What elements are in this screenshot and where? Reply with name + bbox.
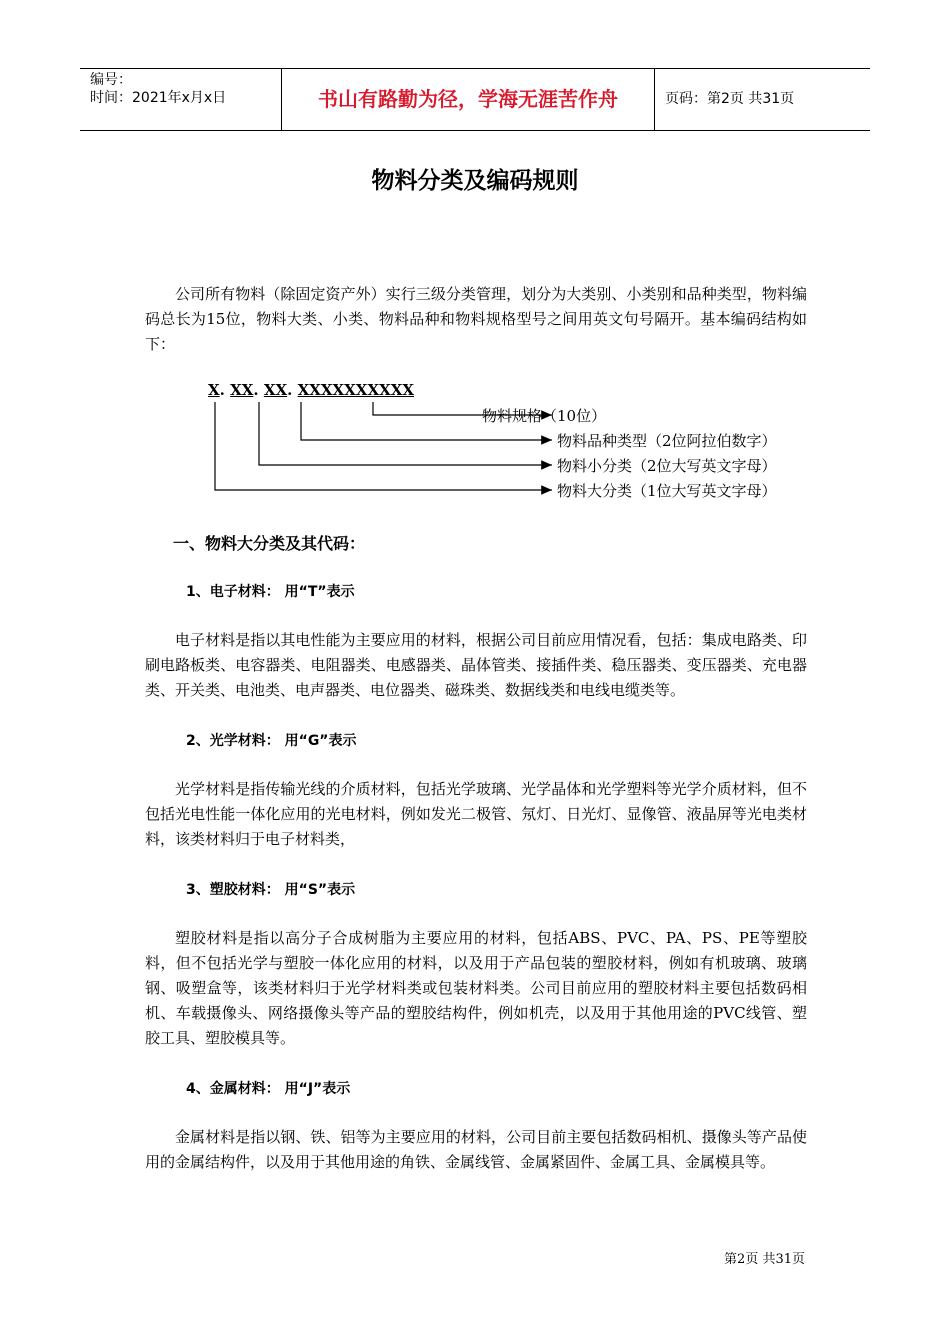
page-footer: 第2页 共31页 [724, 1252, 805, 1267]
header-motto: 书山有路勤为径，学海无涯苦作舟 [318, 87, 618, 111]
paragraph-electronic: 电子材料是指以其电性能为主要应用的材料，根据公司目前应用情况看，包括：集成电路类、印刷电路板类、电容器类、电阻器类、电感器类、晶体管类、接插件类、稳压器类、变压器类、充电器类、开关类、电池类、电声器类、电位器类、磁珠类、数据线类和电线电缆类等。 [145, 631, 807, 699]
paragraph-optical: 光学材料是指传输光线的介质材料，包括光学玻璃、光学晶体和光学塑料等光学介质材料，但不包括光电性能一体化应用的光电材料，例如发光二极管、氖灯、日光灯、显像管、液晶屏等光电类材料，该类材料归于电子材料类， [145, 780, 807, 848]
header-table [80, 68, 870, 131]
label-variety: 物料品种类型（2位阿拉伯数字） [557, 432, 777, 450]
paragraph-plastic: 塑胶材料是指以高分子合成树脂为主要应用的材料，包括ABS、PVC、PA、PS、PE等塑胶料，但不包括光学与塑胶一体化应用的材料，以及用于产品包装的塑胶材料，例如有机玻璃、玻璃钢、吸塑盒等，该类材料归于光学材料类或包装材料类。公司目前应用的塑胶材料主要包括数码相机、车载摄像头、网络摄像头等产品的塑胶结构件，例如机壳，以及用于其他用途的PVC线管、塑胶工具、塑胶模具等。 [145, 929, 807, 1047]
code-dot: . [253, 381, 259, 399]
label-major: 物料大分类（1位大写英文字母） [557, 482, 777, 500]
code-seg-spec: XXXXXXXXXX [297, 381, 414, 399]
subsection-heading-optical: 2、光学材料： 用“G”表示 [186, 733, 357, 749]
code-dot: . [287, 381, 293, 399]
header-meta [90, 71, 226, 107]
section-heading: 一、物料大分类及其代码： [173, 534, 366, 553]
label-minor: 物料小分类（2位大写英文字母） [557, 457, 777, 475]
page-title: 物料分类及编码规则 [371, 168, 579, 194]
subsection-heading-electronic: 1、电子材料： 用“T”表示 [186, 584, 355, 600]
code-seg-minor: XX [230, 381, 254, 399]
paragraph-metal: 金属材料是指以钢、铁、铝等为主要应用的材料，公司目前主要包括数码相机、摄像头等产品使用的金属结构件，以及用于其他用途的角铁、金属线管、金属紧固件、金属工具、金属模具等。 [145, 1128, 807, 1171]
header-number: 编号： [90, 72, 132, 88]
label-spec: 物料规格（10位） [482, 407, 607, 425]
header-divider [654, 69, 655, 130]
header-date: 时间：2021年x月x日 [90, 90, 227, 106]
subsection-heading-plastic: 3、塑胶材料： 用“S”表示 [186, 882, 356, 898]
header-page-info: 页码：第2页 共31页 [665, 91, 795, 107]
code-seg-variety: XX [263, 381, 288, 399]
intro-paragraph: 公司所有物料（除固定资产外）实行三级分类管理，划分为大类别、小类别和品种类型，物料编码总长为15位，物料大类、小类、物料品种和物料规格型号之间用英文句号隔开。基本编码结构如下： [145, 285, 807, 353]
code-dot: . [219, 381, 225, 399]
code-structure [208, 381, 414, 399]
code-seg-major: X [208, 381, 220, 399]
subsection-heading-metal: 4、金属材料： 用“J”表示 [186, 1081, 351, 1097]
